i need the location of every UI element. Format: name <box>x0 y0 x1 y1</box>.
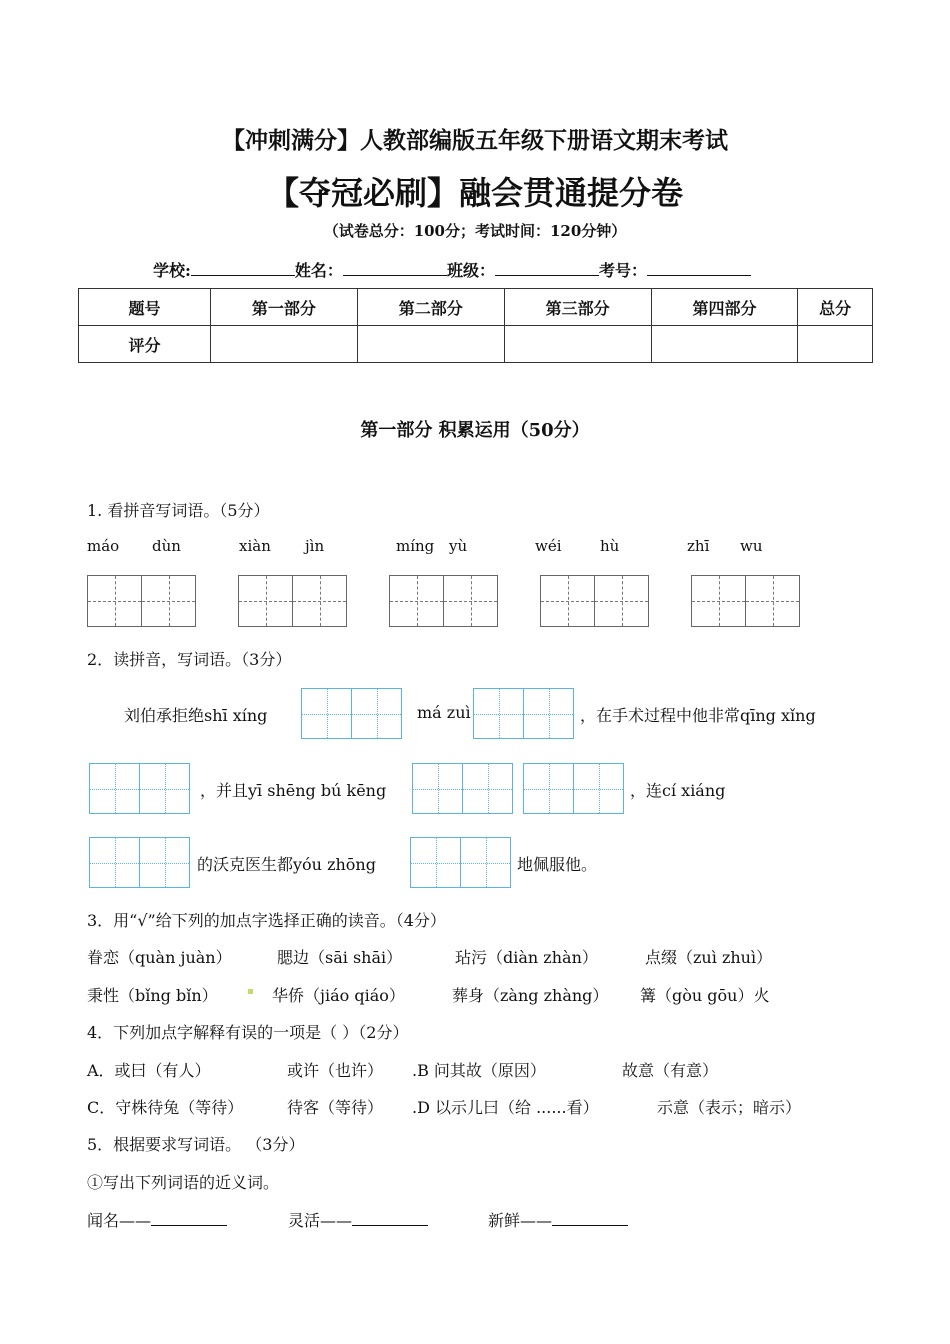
score-table <box>78 288 873 363</box>
header-cell: 第二部分 <box>357 289 504 326</box>
score-cell[interactable] <box>504 326 651 363</box>
writing-grid[interactable] <box>89 837 190 888</box>
score-cell[interactable] <box>211 326 358 363</box>
number-blank[interactable] <box>647 261 751 276</box>
row-label-cell: 评分 <box>79 326 211 363</box>
answer-blank[interactable] <box>151 1211 227 1226</box>
option[interactable]: .D 以示儿曰（给 ......看） <box>412 1098 599 1117</box>
option[interactable]: 或许（也许） <box>287 1061 384 1080</box>
question-1-prompt: 1. 看拼音写词语。（5分） <box>87 501 270 520</box>
school-blank[interactable] <box>191 261 295 276</box>
writing-grid[interactable] <box>473 688 574 739</box>
score-cell[interactable] <box>357 326 504 363</box>
answer-blank[interactable] <box>552 1211 628 1226</box>
question-4-prompt: 4．下列加点字解释有误的一项是（ ）（2分） <box>87 1023 409 1042</box>
option[interactable]: 故意（有意） <box>622 1061 719 1080</box>
name-blank[interactable] <box>343 261 447 276</box>
exam-title-line1: 【冲刺满分】人教部编版五年级下册语文期末考试 <box>222 127 728 154</box>
q2-text: 刘伯承拒绝shī xíng <box>124 706 268 725</box>
option[interactable]: 华侨（jiáo qiáo） <box>272 986 405 1005</box>
writing-grid[interactable] <box>412 763 513 814</box>
option[interactable]: 眷恋（quàn juàn） <box>87 948 232 967</box>
exam-info: （试卷总分：100分；考试时间：120分钟） <box>323 222 627 240</box>
option[interactable]: 玷污（diàn zhàn） <box>455 948 598 967</box>
header-cell: 第三部分 <box>504 289 651 326</box>
pinyin: wu <box>740 537 763 555</box>
option[interactable]: 待客（等待） <box>287 1098 384 1117</box>
question-2-prompt: 2．读拼音，写词语。（3分） <box>87 650 292 669</box>
q2-text: má zuì <box>417 703 471 722</box>
synonym-item <box>288 1208 428 1231</box>
writing-grid[interactable] <box>389 575 498 627</box>
class-label: 班级： <box>446 261 495 280</box>
q2-text: ，并且yī shēng bú kēng <box>200 781 387 800</box>
q2-text: 的沃克医生都yóu zhōng <box>197 855 376 874</box>
score-cell[interactable] <box>798 326 873 363</box>
name-label: 姓名： <box>294 261 343 280</box>
writing-grid[interactable] <box>238 575 347 627</box>
score-cell[interactable] <box>651 326 798 363</box>
option[interactable]: 葬身（zàng zhàng） <box>452 986 609 1005</box>
class-blank[interactable] <box>495 261 599 276</box>
writing-grid[interactable] <box>523 763 624 814</box>
option[interactable]: 秉性（bǐng bǐn） <box>87 986 218 1005</box>
option[interactable]: 示意（表示；暗示） <box>657 1098 802 1117</box>
q2-text: 地佩服他。 <box>517 855 598 874</box>
pinyin: hù <box>600 537 620 555</box>
pinyin: dùn <box>152 537 181 555</box>
option[interactable]: .B 问其故（原因） <box>412 1061 546 1080</box>
answer-blank[interactable] <box>352 1211 428 1226</box>
school-label: 学校: <box>153 261 191 280</box>
section-title: 第一部分 积累运用（50分） <box>360 420 590 441</box>
writing-grid[interactable] <box>540 575 649 627</box>
pinyin: míng <box>396 537 435 555</box>
pinyin: yù <box>449 537 468 555</box>
synonym-item <box>488 1208 628 1231</box>
student-info-line <box>153 258 751 281</box>
pinyin: máo <box>87 537 120 555</box>
writing-grid[interactable] <box>87 575 196 627</box>
header-cell: 第一部分 <box>211 289 358 326</box>
pinyin: wéi <box>535 537 562 555</box>
pinyin: jìn <box>305 537 325 555</box>
header-cell: 第四部分 <box>651 289 798 326</box>
number-label: 考号： <box>598 261 647 280</box>
writing-grid[interactable] <box>89 763 190 814</box>
pinyin: xiàn <box>239 537 271 555</box>
score-table-header-row <box>79 289 873 326</box>
q5-subprompt: ①写出下列词语的近义词。 <box>87 1173 280 1192</box>
score-table-row <box>79 326 873 363</box>
word: 灵活—— <box>288 1211 353 1230</box>
option[interactable]: C．守株待兔（等待） <box>87 1098 244 1117</box>
pinyin: zhī <box>687 537 710 555</box>
option[interactable]: 点缀（zuì zhuì） <box>645 948 773 967</box>
writing-grid[interactable] <box>410 837 511 888</box>
header-cell: 题号 <box>79 289 211 326</box>
question-3-prompt: 3．用“√”给下列的加点字选择正确的读音。（4分） <box>87 911 446 930</box>
option[interactable]: A．或曰（有人） <box>87 1061 211 1080</box>
decorative-dot <box>248 989 253 994</box>
exam-title-line2: 【夺冠必刷】融会贯通提分卷 <box>266 174 683 212</box>
q2-text: ，在手术过程中他非常qīng xǐng <box>580 706 816 725</box>
writing-grid[interactable] <box>691 575 800 627</box>
option[interactable]: 篝（gòu gōu）火 <box>640 986 770 1005</box>
word: 新鲜—— <box>488 1211 553 1230</box>
writing-grid[interactable] <box>301 688 402 739</box>
q2-text: ，连cí xiáng <box>630 781 726 800</box>
synonym-item <box>87 1208 227 1231</box>
header-cell: 总分 <box>798 289 873 326</box>
option[interactable]: 腮边（sāi shāi） <box>277 948 403 967</box>
word: 闻名—— <box>87 1211 152 1230</box>
question-5-prompt: 5．根据要求写词语。 （3分） <box>87 1135 305 1154</box>
